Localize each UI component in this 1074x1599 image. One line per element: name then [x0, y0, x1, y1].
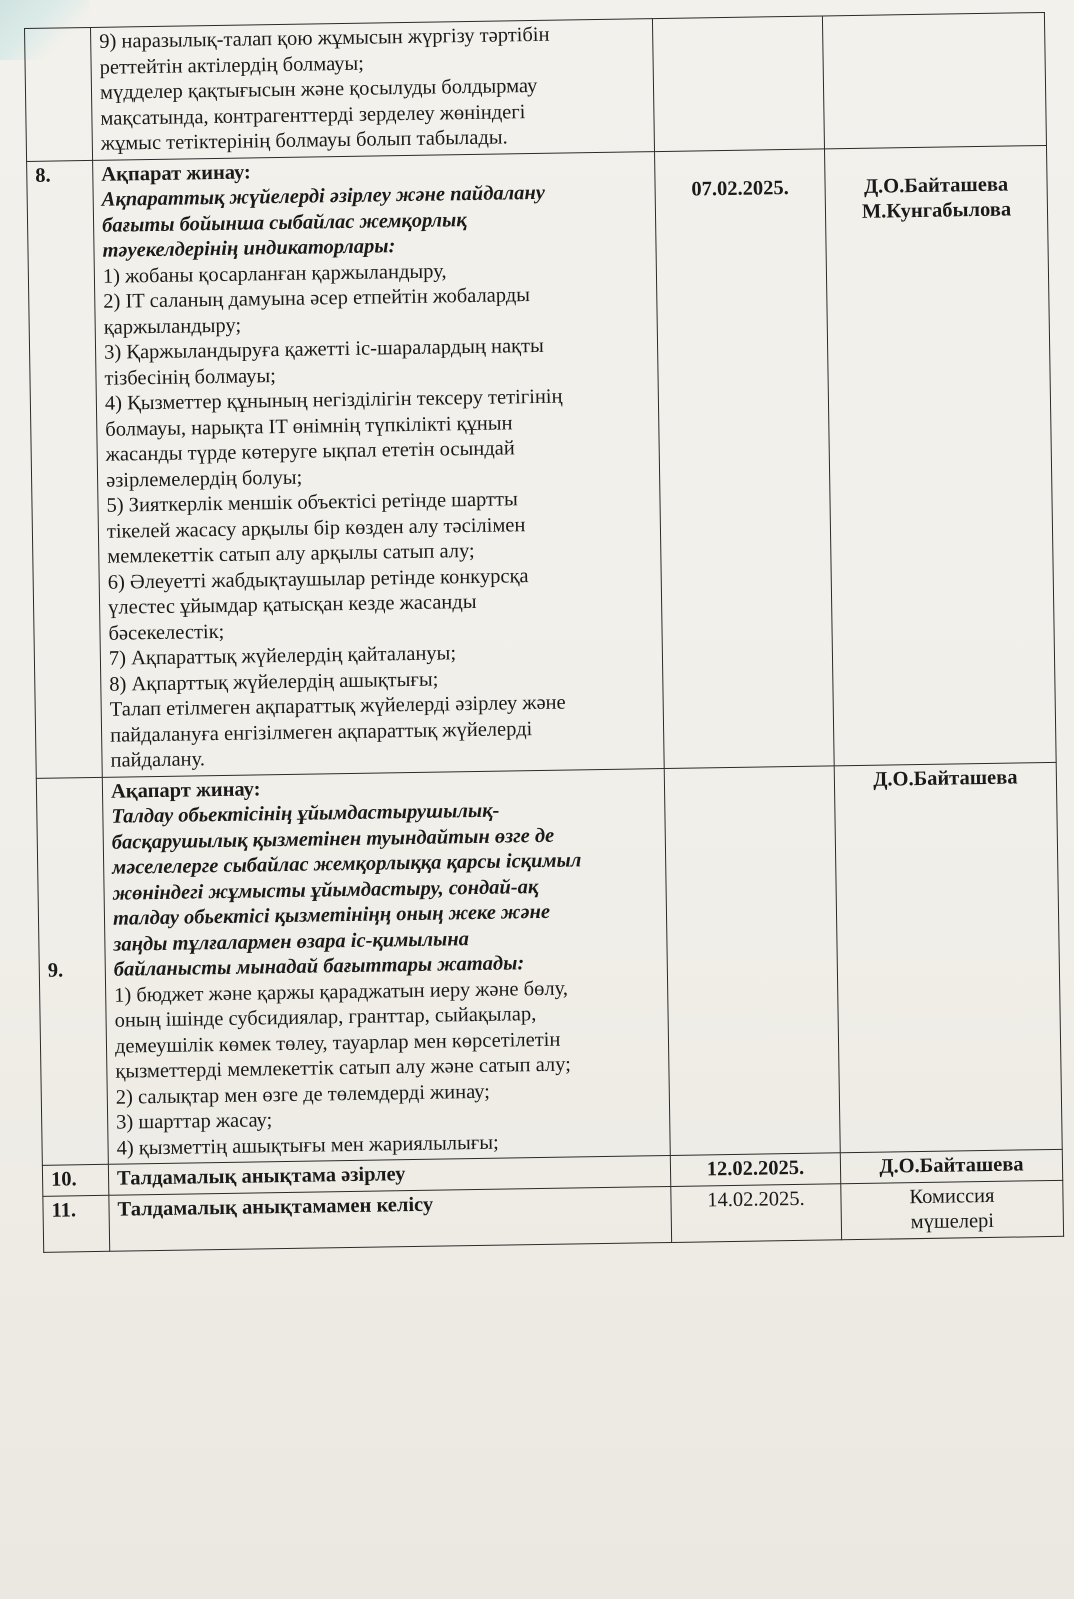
responsible-name: Д.О.Байташева — [873, 765, 1018, 791]
row-title: Талдамалық анықтама әзірлеу — [108, 1155, 670, 1194]
text-line: 6) Әлеуетті жабдықтаушылар ретінде конкурсқа — [107, 564, 529, 594]
responsible-name: Д.О.Байташева — [863, 173, 1009, 198]
italic-line: тәуекелдерінің индикаторлары: — [102, 235, 396, 262]
text-line: 3) Қаржыландыруға қажетті іс-шаралардың нақты — [103, 334, 544, 364]
responsible-name: Комиссия — [909, 1184, 995, 1208]
text-line: болмауы, нарықта IT өнімнің түпкілікті құнын — [105, 411, 513, 441]
text-line: 8) Ақпарттық жүйелердің ашықтығы; — [109, 668, 439, 696]
italic-line: байланысты мынадай бағыттары жатады: — [113, 952, 525, 981]
table-row — [27, 145, 1057, 778]
row-number: 8. — [27, 160, 103, 778]
italic-line: жөніндегі жұмысты ұйымдастыру, сондай-ақ — [112, 875, 539, 905]
table-row — [25, 12, 1047, 161]
text-line: мақсатында, контрагенттерді зерделеу жөніндегі — [100, 100, 526, 130]
text-line: қызметтерді мемлекеттік сатып алу және сатып алу; — [115, 1053, 572, 1083]
text-line: бәсекелестік; — [108, 620, 225, 645]
text-line: оның ішінде субсидиялар, гранттар, сыйақылар, — [114, 1003, 537, 1032]
italic-line: бағыты бойынша сыбайлас жемқорлық — [101, 208, 467, 237]
row-date — [652, 16, 824, 151]
text-line: қаржыландыру; — [103, 314, 242, 339]
italic-line: мәселелерге сыбайлас жемқорлыққа қарсы ісқимыл — [112, 849, 582, 879]
plan-table — [24, 12, 1064, 1252]
text-line: пайдалану. — [110, 748, 206, 772]
date-value: 07.02.2025. — [691, 176, 789, 201]
text-line: 2) IT саланың дамуына әсер етпейтін жобаларды — [103, 284, 531, 313]
row-number: 11. — [43, 1195, 110, 1252]
italic-line: заңды тұлғалармен өзара іс-қимылына — [113, 927, 470, 956]
row-date — [655, 148, 835, 768]
text-line: 9) наразылық-талап қою жұмысын жүргізу тәртібін — [99, 23, 550, 53]
text-line: 4) қызметтің ашықтығы мен жариялылығы; — [116, 1131, 499, 1160]
italic-line: талдау обьектісі қызметініңң оның жеке және — [112, 900, 551, 930]
italic-line: Ақпараттық жүйелерді әзірлеу және пайдалану — [101, 181, 546, 211]
row-date: 14.02.2025. — [671, 1183, 842, 1242]
text-line: 5) Зияткерлік меншік объектісі ретінде шартты — [106, 488, 518, 517]
text-line: мүдделер қақтығысын және қосылуды болдырмау — [99, 74, 538, 104]
responsible-name: М.Кунгабылова — [861, 198, 1012, 223]
text-line: 4) Қызметтер құнының негізділігін тексеру тетігінің — [104, 385, 563, 415]
row-text — [93, 151, 665, 777]
text-line: үлестес ұйымдар қатысқан кезде жасанды — [107, 590, 477, 619]
row-responsible — [822, 12, 1046, 148]
text-line: реттейтін актілердің болмауы; — [99, 52, 365, 79]
text-line: мемлекеттік сатып алу арқылы сатып алу; — [107, 539, 475, 568]
row-responsible — [841, 1180, 1064, 1239]
text-line: Талап етілмеген ақпараттық жүйелерді әзірлеу және — [109, 691, 566, 721]
row-heading: Ақпарат жинау: — [101, 160, 251, 186]
text-line: демеушілік көмек төлеу, тауарлар мен көрсетілетін — [114, 1028, 561, 1058]
row-number: 10. — [42, 1164, 108, 1196]
row-title: Талдамалық анықтамамен келісу — [109, 1186, 672, 1251]
italic-line: Талдау обьектісінің ұйымдастырушылық- — [111, 799, 500, 828]
responsible-name: мүшелері — [910, 1209, 995, 1234]
row-number — [25, 27, 93, 161]
table-row — [36, 762, 1062, 1165]
row-date — [664, 765, 840, 1155]
row-text — [102, 768, 670, 1164]
row-responsible — [840, 1149, 1062, 1183]
text-line: әзірлемелердің болуы; — [105, 466, 303, 492]
text-line: 1) жобаны қосарланған қаржыландыру, — [102, 259, 447, 288]
row-date: 12.02.2025. — [670, 1153, 840, 1186]
text-line: жұмыс тетіктерінің болмауы болып табылады. — [100, 126, 508, 155]
text-line: 1) бюджет және қаржы қараджатын иеру және бөлу, — [114, 977, 569, 1007]
row-heading: Ақапарт жинау: — [110, 777, 261, 803]
row-responsible — [824, 145, 1056, 765]
text-line: пайдалануға енгізілмеген ақпараттық жүйелерді — [109, 717, 533, 747]
text-line: тікелей жасасу арқылы бір көзден алу тәсілімен — [106, 513, 526, 543]
text-line: жасанды түрде көтеруге ықпал ететін осындай — [105, 437, 515, 466]
responsible-name: Д.О.Байташева — [879, 1153, 1024, 1178]
italic-line: басқарушылық қызметінен туындайтын өзге де — [111, 824, 555, 854]
row-text — [90, 19, 654, 160]
row-number: 9. — [36, 777, 108, 1165]
row-responsible — [834, 762, 1062, 1153]
text-line: 2) салықтар мен өзге де төлемдерді жинау; — [115, 1080, 491, 1109]
text-line: 7) Ақпараттық жүйелердің қайталануы; — [108, 642, 457, 670]
text-line: тізбесінің болмауы; — [104, 364, 276, 390]
text-line: 3) шарттар жасау; — [116, 1109, 273, 1134]
